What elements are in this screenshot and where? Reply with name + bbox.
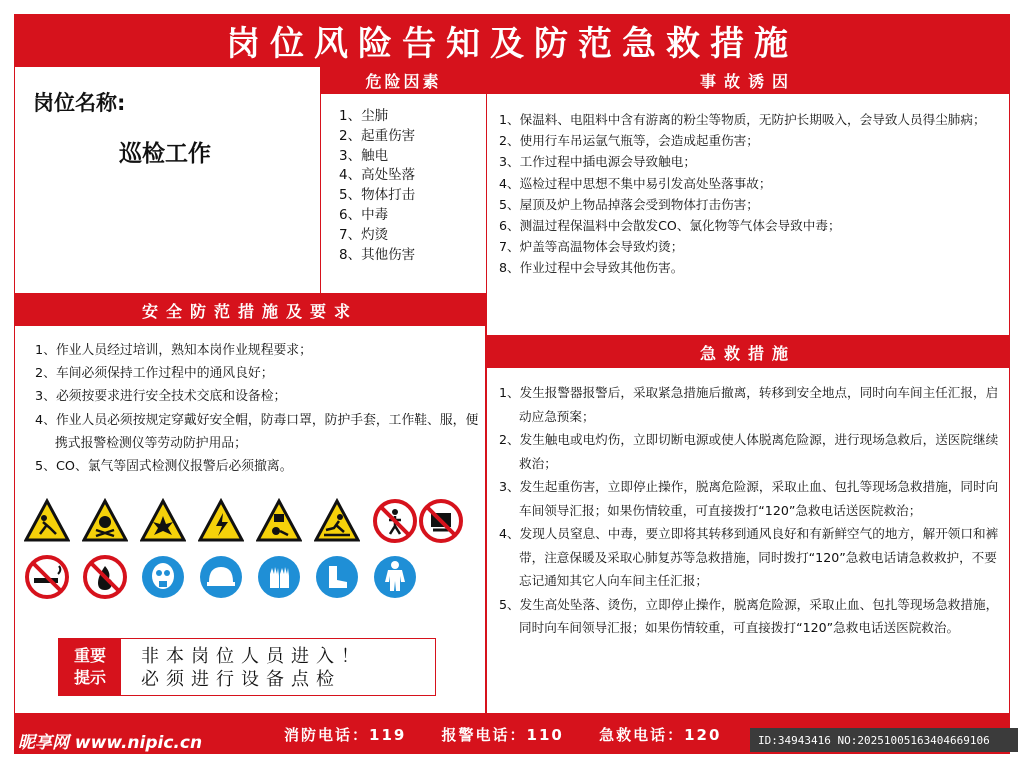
page-title: 岗位风险告知及防范急救措施 [14,14,1010,66]
list-item: 3、工作过程中插电源会导致触电； [499,154,696,170]
cause-header: 事故诱因 [486,66,1010,94]
list-item: 5、物体打击 [339,187,416,204]
list-item: 6、中毒 [339,206,389,223]
image-id-tag: ID:34943416 NO:20251005163404669106 [750,728,1018,752]
helmet-icon [198,554,244,600]
warning-toxic-icon [82,498,128,544]
watermark: 昵享网 www.nipic.cn [18,733,203,753]
important-notice [58,638,436,696]
notice-line1: 非本岗位人员进入！ [141,646,366,667]
police-phone: 报警电话：110 [441,726,564,744]
post-name-panel [14,66,322,294]
notice-text [141,645,366,691]
emergency-list [499,381,1004,640]
list-item: 6、测温过程保温料中会散发CO、氯化物等气体会导致中毒； [499,218,841,234]
list-item: 8、其他伤害 [339,246,416,263]
safety-boots-icon [314,554,360,600]
list-item: 3、必须按要求进行安全技术交底和设备检； [35,389,287,405]
list-item: 3、发生起重伤害，立即停止操作，脱离危险源，采取止血、包扎等现场急救措施，同时向车间领导汇报；如果伤情较重，可直接拨打“120”急救电话送医院救治； [499,479,999,518]
no-operation-icon [418,498,464,544]
cause-list [499,109,999,279]
gloves-icon [256,554,302,600]
notice-line2: 必须进行设备点检 [141,669,341,690]
no-fire-icon [82,554,128,600]
list-item: 2、使用行车吊运氩气瓶等，会造成起重伤害； [499,133,759,149]
list-item: 1、作业人员经过培训，熟知本岗作业规程要求； [35,343,312,358]
hazard-panel [320,66,487,294]
list-item: 1、保温料、电阻料中含有游离的粉尘等物质，无防护长期吸入，会导致人员得尘肺病； [499,112,986,127]
list-item: 4、作业人员必须按规定穿戴好安全帽，防毒口罩，防护手套，工作鞋、服，便携式报警检测仪等劳动防护用品； [35,412,479,451]
post-value: 巡检工作 [119,141,211,167]
list-item: 1、发生报警器报警后，采取紧急措施后撤离，转移到安全地点，同时向车间主任汇报，启动应急预案； [499,385,999,424]
emergency-panel [486,336,1010,714]
list-item: 1、尘肺 [339,108,389,124]
no-entry-person-icon [372,498,418,544]
list-item: 2、发生触电或电灼伤，立即切断电源或使人体脱离危险源，进行现场急救后，送医院继续救治； [499,432,999,471]
notice-label-line2: 提示 [73,668,106,687]
ambulance-phone: 急救电话：120 [599,726,722,744]
list-item: 2、起重伤害 [339,127,416,144]
emergency-phones [284,724,735,745]
list-item: 3、触电 [339,147,389,164]
warning-fall-icon [24,498,70,544]
warning-explosion-icon [140,498,186,544]
list-item: 7、灼烫 [339,226,389,243]
protective-suit-icon [372,554,418,600]
hazard-list [339,107,415,265]
hazard-header: 危险因素 [320,66,487,94]
post-label: 岗位名称: [33,91,126,115]
list-item: 2、车间必须保持工作过程中的通风良好； [35,366,274,382]
notice-label-line1: 重要 [73,646,106,665]
fire-phone: 消防电话：119 [284,726,407,744]
list-item: 5、屋顶及炉上物品掉落会受到物体打击伤害； [499,196,759,212]
list-item: 7、炉盖等高温物体会导致灼烫； [499,239,684,255]
list-item: 5、CO、氯气等固式检测仪报警后必须撤离。 [35,459,293,475]
warning-slip-icon [314,498,360,544]
gas-mask-icon [140,554,186,600]
list-item: 4、高处坠落 [339,167,416,184]
list-item: 4、发现人员窒息、中毒，要立即将其转移到通风良好和有新鲜空气的地方，解开领口和裤带，注意保暖及采取心肺复苏等急救措施，同时拨打“120”急救电话请急救救护，不要忘记通知其它人向车间主任汇报； [499,526,999,588]
safety-list [35,339,480,478]
list-item: 8、作业过程中会导致其他伤害。 [499,260,684,276]
safety-header: 安全防范措施及要求 [14,294,486,326]
no-smoking-icon [24,554,70,600]
list-item: 5、发生高处坠落、烫伤，立即停止操作，脱离危险源，采取止血、包扎等现场急救措施，同时向车间领导汇报；如果伤情较重，可直接拨打“120”急救电话送医院救治。 [499,596,999,635]
warning-electric-icon [198,498,244,544]
cause-panel [486,66,1010,336]
safety-signs [24,498,464,606]
notice-label [59,639,121,695]
emergency-header: 急救措施 [486,336,1010,368]
warning-falling-object-icon [256,498,302,544]
list-item: 4、巡检过程中思想不集中易引发高处坠落事故； [499,175,772,191]
